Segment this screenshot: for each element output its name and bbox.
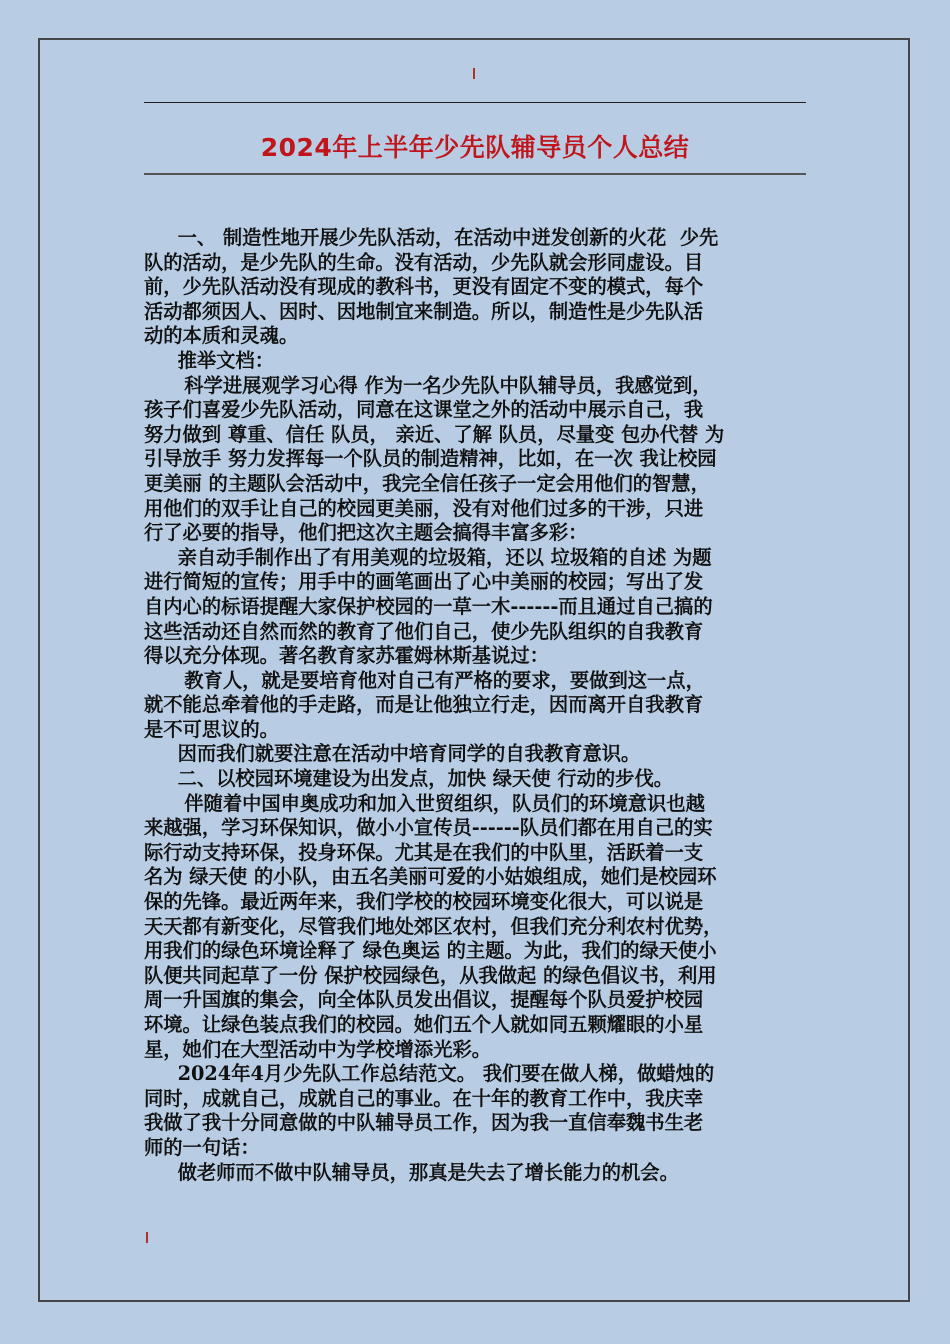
body-line: 队的活动，是少先队的生命。没有活动，少先队就会形同虚设。目 bbox=[144, 250, 704, 274]
body-line: 周一升国旗的集会，向全体队员发出倡议，提醒每个队员爱护校园 bbox=[144, 988, 704, 1012]
body-line: 师的一句话： bbox=[144, 1135, 260, 1159]
body-line: 前，少先队活动没有现成的教科书，更没有固定不变的模式，每个 bbox=[144, 275, 704, 299]
body-line: 就不能总牵着他的手走路，而是让他独立行走，因而离开自我教育 bbox=[144, 693, 704, 717]
body-line: 得以充分体现。著名教育家苏霍姆林斯基说过： bbox=[144, 644, 549, 668]
body-line: 用他们的双手让自己的校园更美丽，没有对他们过多的干涉，只进 bbox=[144, 496, 704, 520]
body-line: 保的先锋。最近两年来，我们学校的校园环境变化很大，可以说是 bbox=[144, 890, 704, 914]
body-line: 一、 制造性地开展少先队活动，在活动中迸发创新的火花 少先 bbox=[144, 226, 719, 249]
body-line: 教育人，就是要培育他对自己有严格的要求，要做到这一点， bbox=[144, 668, 705, 692]
body-line: 引导放手 努力发挥每一个队员的制造精神，比如，在一次 我让校园 bbox=[144, 447, 717, 471]
body-line: 做老师而不做中队辅导员，那真是失去了增长能力的机会。 bbox=[144, 1160, 679, 1184]
body-line: 孩子们喜爱少先队活动，同意在这课堂之外的活动中展示自己，我 bbox=[144, 398, 704, 422]
body-line: 努力做到 尊重、信任 队员， 亲近、了解 队员，尽量变 包办代替 为 bbox=[144, 422, 725, 446]
body-line: 行了必要的指导，他们把这次主题会搞得丰富多彩： bbox=[144, 521, 588, 545]
body-line: 科学进展观学习心得 作为一名少先队中队辅导员，我感觉到， bbox=[144, 373, 712, 397]
body-line: 更美丽 的主题队会活动中，我完全信任孩子一定会用他们的智慧， bbox=[144, 471, 710, 495]
body-line: 队便共同起草了一份 保护校园绿色，从我做起 的绿色倡议书，利用 bbox=[144, 963, 717, 987]
body-line: 动的本质和灵魂。 bbox=[144, 324, 299, 348]
body-line: 亲自动手制作出了有用美观的垃圾箱，还以 垃圾箱的自述 为题 bbox=[144, 545, 712, 569]
document-body bbox=[144, 226, 808, 1185]
body-line: 因而我们就要注意在活动中培育同学的自我教育意识。 bbox=[144, 742, 641, 766]
body-line: 用我们的绿色环境诠释了 绿色奥运 的主题。为此，我们的绿天使小 bbox=[144, 939, 717, 963]
body-line: 我做了我十分同意做的中队辅导员工作，因为我一直信奉魏书生老 bbox=[144, 1111, 704, 1135]
body-line: 推举文档： bbox=[144, 348, 274, 372]
footer-mark bbox=[146, 1232, 148, 1243]
body-line: 伴随着中国申奥成功和加入世贸组织，队员们的环境意识也越 bbox=[144, 791, 705, 815]
body-line: 进行简短的宣传；用手中的画笔画出了心中美丽的校园；写出了发 bbox=[144, 570, 704, 594]
body-line: 这些活动还自然而然的教育了他们自己，使少先队组织的自我教育 bbox=[144, 619, 704, 643]
document-title: 2024年上半年少先队辅导员个人总结 bbox=[260, 133, 690, 162]
body-line: 环境。让绿色装点我们的校园。她们五个人就如同五颗耀眼的小星 bbox=[144, 1013, 704, 1036]
body-line: 天天都有新变化，尽管我们地处郊区农村，但我们充分利农村优势， bbox=[144, 914, 723, 938]
body-line: 名为 绿天使 的小队，由五名美丽可爱的小姑娘组成，她们是校园环 bbox=[144, 865, 717, 889]
body-line: 2024年4月少先队工作总结范文。 我们要在做人梯，做蜡烛的 bbox=[144, 1062, 715, 1086]
body-line: 际行动支持环保，投身环保。尤其是在我们的中队里，活跃着一支 bbox=[144, 840, 704, 864]
header-mark bbox=[473, 68, 475, 79]
body-line: 同时，成就自己，成就自己的事业。在十年的教育工作中，我庆幸 bbox=[144, 1086, 704, 1110]
body-line: 是不可思议的。 bbox=[144, 717, 279, 741]
body-line: 活动都须因人、因时、因地制宜来制造。所以，制造性是少先队活 bbox=[144, 299, 704, 323]
body-line: 星，她们在大型活动中为学校增添光彩。 bbox=[144, 1037, 492, 1061]
title-rule bbox=[144, 173, 806, 175]
header-rule bbox=[144, 102, 806, 103]
body-line: 自内心的标语提醒大家保护校园的一草一木------而且通过自己搞的 bbox=[144, 594, 713, 618]
body-line: 来越强，学习环保知识，做小小宣传员------队员们都在用自己的实 bbox=[144, 816, 713, 840]
body-line: 二、以校园环境建设为出发点，加快 绿天使 行动的步伐。 bbox=[144, 767, 674, 791]
